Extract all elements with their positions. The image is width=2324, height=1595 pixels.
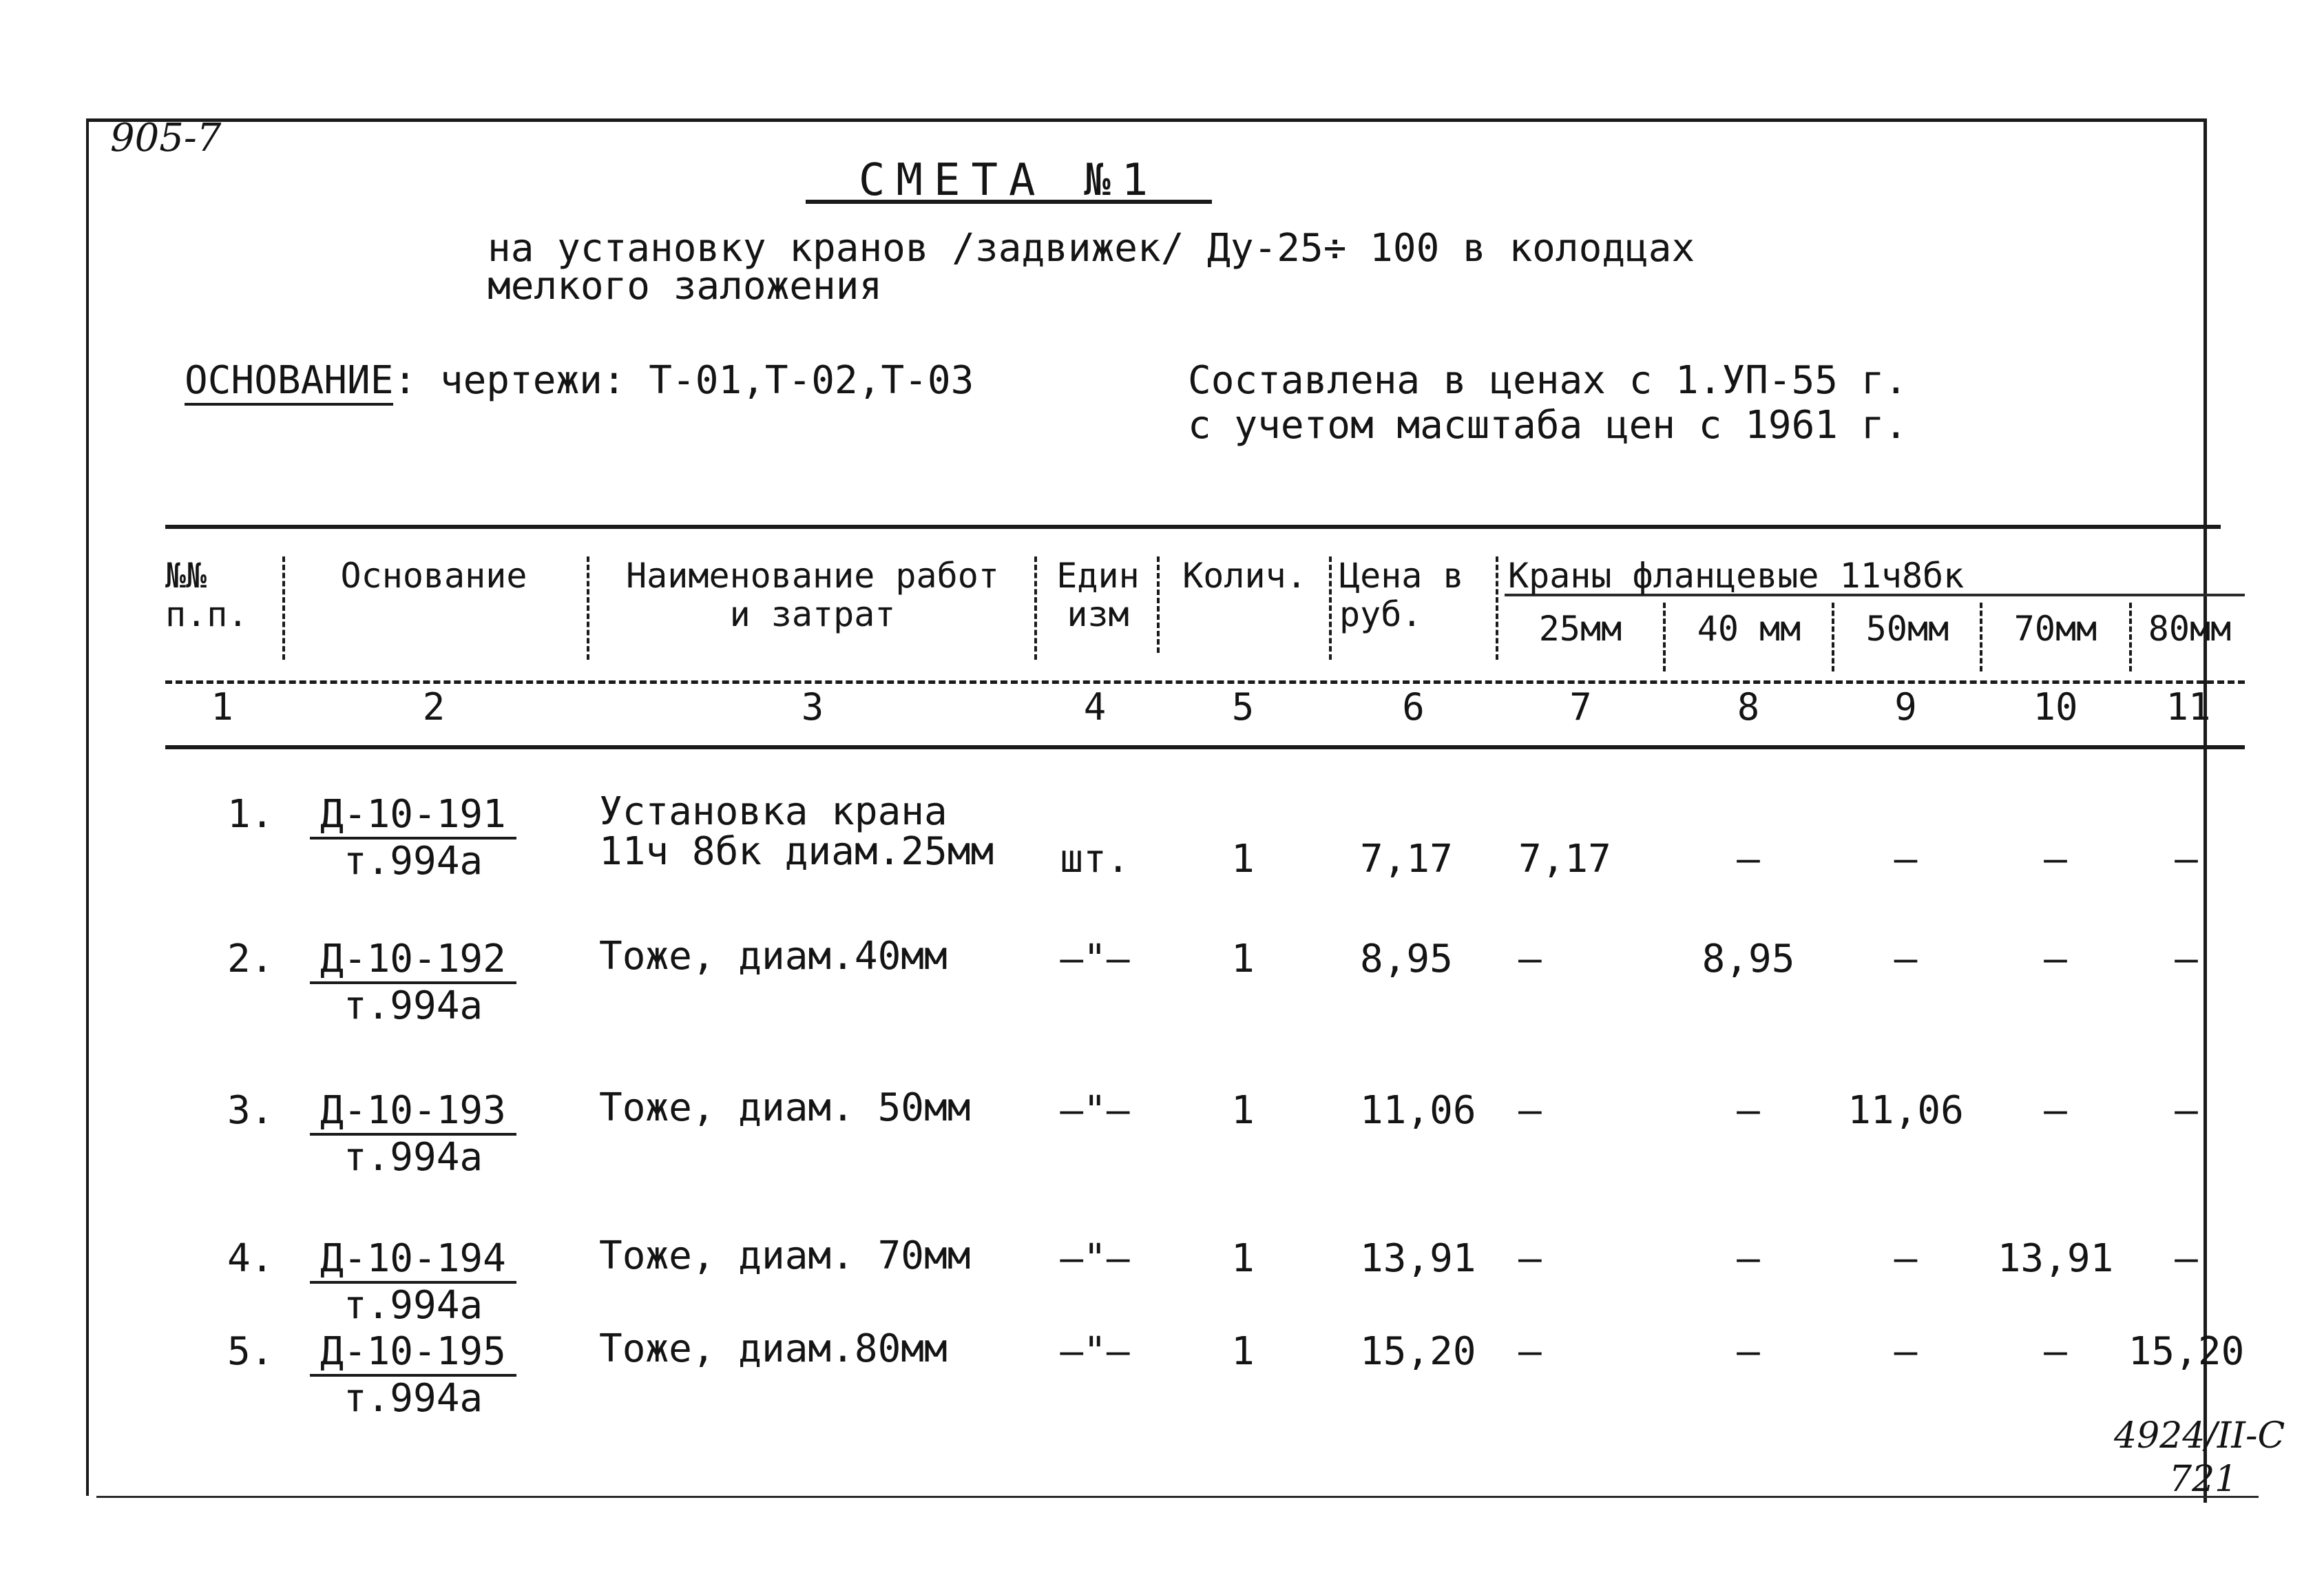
- row-cell-25mm: –: [1518, 1088, 1542, 1133]
- stamp-number: 4924/II-C: [2114, 1415, 2285, 1457]
- row-price: 7,17: [1360, 837, 1453, 882]
- row-basis-code: Д-10-194: [310, 1236, 516, 1284]
- header-unit: Един изм: [1056, 556, 1140, 634]
- row-unit: шт.: [1060, 837, 1130, 882]
- row-cell-25mm: –: [1518, 1236, 1542, 1281]
- row-cell-40mm: 8,95: [1702, 937, 1795, 981]
- prices-line-2: с учетом масштаба цен с 1961 г.: [1188, 403, 1908, 448]
- row-work-name: Тоже, диам. 70мм: [599, 1233, 971, 1278]
- basis-row: [185, 358, 974, 403]
- row-cell-80mm: –: [2175, 1236, 2198, 1281]
- col-sep: [587, 556, 589, 660]
- col-number: 10: [2033, 685, 2078, 729]
- row-price: 11,06: [1360, 1088, 1476, 1133]
- col-number: 9: [1894, 685, 1917, 729]
- corner-code: 905-7: [110, 116, 222, 160]
- col-sep: [1329, 556, 1332, 660]
- row-cell-80mm: 15,20: [2128, 1329, 2245, 1374]
- header-qty: Колич.: [1182, 556, 1307, 596]
- header-sub-40: 40 мм: [1697, 609, 1801, 649]
- row-qty: 1: [1231, 1088, 1255, 1133]
- row-work-name: Тоже, диам. 50мм: [599, 1085, 971, 1130]
- row-cell-40mm: –: [1737, 1236, 1760, 1281]
- col-number: 4: [1083, 685, 1107, 729]
- header-num: №№ п.п.: [165, 556, 249, 634]
- row-cell-50mm: –: [1894, 837, 1918, 882]
- frame-left-border: [86, 118, 89, 1496]
- row-cell-40mm: –: [1737, 1088, 1760, 1133]
- col-number: 11: [2166, 685, 2211, 729]
- stamp-page: 721: [2169, 1459, 2238, 1500]
- col-sep: [1496, 556, 1498, 660]
- row-basis-ref: т.994а: [343, 983, 483, 1028]
- col-sep: [1980, 603, 1982, 671]
- col-number: 7: [1569, 685, 1592, 729]
- row-work-name: Тоже, диам.40мм: [599, 934, 948, 979]
- row-unit: –"–: [1060, 1236, 1130, 1281]
- header-sub-70: 70мм: [2013, 609, 2097, 649]
- row-cell-70mm: 13,91: [1997, 1236, 2114, 1281]
- basis-label: ОСНОВАНИЕ: [185, 358, 393, 406]
- row-cell-80mm: –: [2175, 937, 2198, 981]
- row-number: 4.: [227, 1236, 274, 1281]
- row-cell-25mm: 7,17: [1518, 837, 1611, 882]
- header-sub-25: 25мм: [1538, 609, 1622, 649]
- row-unit: –"–: [1060, 937, 1130, 981]
- row-basis-ref: т.994а: [343, 1283, 483, 1328]
- col-number: 8: [1737, 685, 1760, 729]
- table-top-rule: [165, 525, 2221, 529]
- row-number: 2.: [227, 937, 274, 981]
- row-cell-70mm: –: [2044, 837, 2067, 882]
- row-qty: 1: [1231, 937, 1255, 981]
- row-cell-40mm: –: [1737, 1329, 1760, 1374]
- header-name: Наименование работ и затрат: [626, 556, 999, 634]
- row-basis-code: Д-10-193: [310, 1088, 516, 1136]
- row-cell-50mm: –: [1894, 1329, 1918, 1374]
- row-number: 3.: [227, 1088, 274, 1133]
- header-sub-80: 80мм: [2148, 609, 2232, 649]
- row-basis-ref: т.994а: [343, 1135, 483, 1180]
- col-number: 2: [422, 685, 446, 729]
- title-underline: [806, 200, 1212, 204]
- row-basis-ref: т.994а: [343, 1376, 483, 1421]
- row-cell-40mm: –: [1737, 837, 1760, 882]
- row-cell-70mm: –: [2044, 1088, 2067, 1133]
- row-cell-70mm: –: [2044, 1329, 2067, 1374]
- row-cell-50mm: 11,06: [1847, 1088, 1964, 1133]
- row-cell-70mm: –: [2044, 937, 2067, 981]
- row-cell-25mm: –: [1518, 1329, 1542, 1374]
- row-number: 1.: [227, 792, 274, 837]
- col-sep: [1832, 603, 1834, 671]
- row-unit: –"–: [1060, 1088, 1130, 1133]
- frame-top-border: [86, 118, 2207, 122]
- col-number: 3: [801, 685, 824, 729]
- basis-text: : чертежи: Т-01,Т-02,Т-03: [393, 358, 974, 403]
- col-number: 6: [1402, 685, 1425, 729]
- row-cell-25mm: –: [1518, 937, 1542, 981]
- row-work-name: Тоже, диам.80мм: [599, 1326, 948, 1371]
- header-basis: Основание: [340, 556, 527, 596]
- frame-bottom-border: [96, 1496, 2259, 1498]
- header-group: Краны фланцевые 11ч8бк: [1508, 556, 1965, 596]
- col-sep: [1663, 603, 1666, 671]
- prices-line-1: Составлена в ценах с 1.УП-55 г.: [1188, 358, 1908, 403]
- row-price: 15,20: [1360, 1329, 1476, 1374]
- row-basis-code: Д-10-195: [310, 1329, 516, 1377]
- row-price: 13,91: [1360, 1236, 1476, 1281]
- subtitle-line-1: на установку кранов /задвижек/ Ду-25÷ 100 в колодцах: [488, 226, 1695, 271]
- col-number: 1: [211, 685, 233, 729]
- row-work-name: Установка крана 11ч 8бк диам.25мм: [599, 789, 994, 874]
- col-sep: [282, 556, 285, 660]
- row-price: 8,95: [1360, 937, 1453, 981]
- col-number: 5: [1231, 685, 1255, 729]
- row-number: 5.: [227, 1329, 274, 1374]
- row-basis-code: Д-10-191: [310, 792, 516, 840]
- row-basis-code: Д-10-192: [310, 937, 516, 984]
- row-cell-80mm: –: [2175, 837, 2198, 882]
- row-cell-50mm: –: [1894, 937, 1918, 981]
- col-sep: [2129, 603, 2132, 671]
- row-cell-50mm: –: [1894, 1236, 1918, 1281]
- row-cell-80mm: –: [2175, 1088, 2198, 1133]
- header-price: Цена в руб.: [1339, 556, 1464, 634]
- row-qty: 1: [1231, 837, 1255, 882]
- col-sep: [1157, 556, 1160, 653]
- header-bottom-rule: [165, 680, 2245, 684]
- frame-right-border: [2203, 118, 2207, 1503]
- subtitle-line-2: мелкого заложения: [488, 264, 883, 309]
- row-basis-ref: т.994а: [343, 839, 483, 884]
- row-qty: 1: [1231, 1329, 1255, 1374]
- col-sep: [1034, 556, 1037, 660]
- header-sub-50: 50мм: [1865, 609, 1949, 649]
- row-qty: 1: [1231, 1236, 1255, 1281]
- column-numbers-rule: [165, 745, 2245, 749]
- document-title: СМЕТА №1: [858, 155, 1160, 206]
- row-unit: –"–: [1060, 1329, 1130, 1374]
